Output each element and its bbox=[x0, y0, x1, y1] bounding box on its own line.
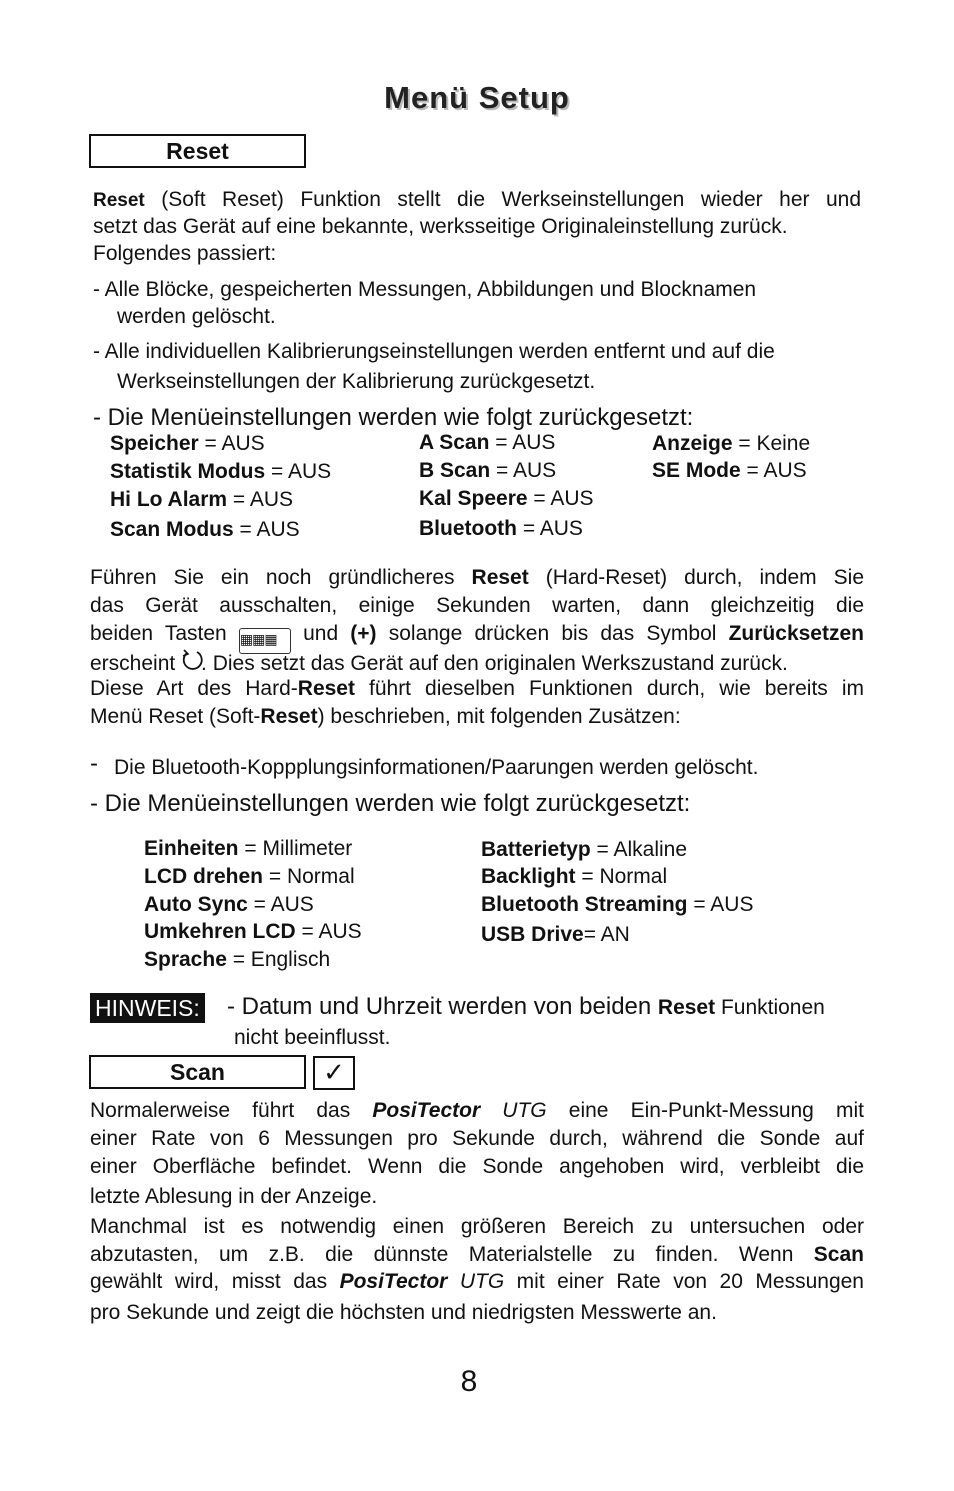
reset-bullet-3: - Die Menüeinstellungen werden wie folgt zurückgesetzt: bbox=[93, 404, 694, 431]
setting-backlight: Backlight = Normal bbox=[481, 865, 668, 888]
setting-hi-lo-alarm: Hi Lo Alarm = AUS bbox=[110, 488, 294, 511]
setting-kal-speere: Kal Speere = AUS bbox=[419, 487, 594, 510]
hard-reset-line-1: Führen Sie ein noch gründlicheres Reset (Hard-Reset) durch, indem Sie bbox=[90, 566, 865, 589]
checkmark-icon: ✓ bbox=[313, 1056, 355, 1090]
setting-einheiten: Einheiten = Millimeter bbox=[144, 837, 353, 860]
note-label: HINWEIS: bbox=[90, 993, 205, 1023]
setting-batterietyp: Batterietyp = Alkaline bbox=[481, 838, 688, 861]
setting-statistik-modus: Statistik Modus = AUS bbox=[110, 460, 332, 483]
hard-reset-line-5: Diese Art des Hard-Reset führt dieselben Funktionen durch, wie bereits im bbox=[90, 677, 864, 700]
setting-lcd-drehen: LCD drehen = Normal bbox=[144, 865, 355, 888]
scan-p2-line-3: gewählt wird, misst das PosiTector UTG mit einer Rate von 20 Messungen bbox=[90, 1270, 864, 1293]
setting-bluetooth: Bluetooth = AUS bbox=[419, 517, 583, 540]
hard-reset-line-2: das Gerät ausschalten, einige Sekunden warten, dann gleichzeitig die bbox=[90, 594, 864, 617]
hard-reset-line-6: Menü Reset (Soft-Reset) beschrieben, mit folgenden Zusätzen: bbox=[90, 705, 681, 728]
setting-sprache: Sprache = Englisch bbox=[144, 948, 331, 971]
setting-speicher: Speicher = AUS bbox=[110, 432, 265, 455]
reset-intro-line-2: setzt das Gerät auf eine bekannte, werksseitige Originaleinstellung zurück. bbox=[93, 215, 788, 238]
reset-bullet-1: - Alle Blöcke, gespeicherten Messungen, Abbildungen und Blocknamen bbox=[93, 278, 757, 301]
menu-button-icon: ▦▦▦ bbox=[239, 628, 291, 654]
hard-bullet-2: - Die Menüeinstellungen werden wie folgt zurückgesetzt: bbox=[90, 790, 691, 817]
reset-intro-line-3: Folgendes passiert: bbox=[93, 242, 277, 265]
setting-usb-drive: USB Drive= AN bbox=[481, 923, 630, 946]
setting-se-mode: SE Mode = AUS bbox=[652, 459, 807, 482]
note-text: - Datum und Uhrzeit werden von beiden Reset Funktionen bbox=[227, 993, 825, 1020]
hard-reset-line-4: erscheint . Dies setzt das Gerät auf den originalen Werkszustand zurück. bbox=[90, 648, 788, 678]
hard-bullet-1: Die Bluetooth-Koppplungsinformationen/Paarungen werden gelöscht. bbox=[114, 756, 759, 779]
reset-heading-box: Reset bbox=[89, 134, 306, 168]
reset-inline-label: Reset bbox=[93, 190, 145, 211]
setting-umkehren-lcd: Umkehren LCD = AUS bbox=[144, 920, 362, 943]
page-title: Menü Setup bbox=[384, 80, 570, 115]
hard-bullet-1-dash: - bbox=[90, 750, 98, 777]
setting-bluetooth-streaming: Bluetooth Streaming = AUS bbox=[481, 893, 754, 916]
setting-b-scan: B Scan = AUS bbox=[419, 459, 557, 482]
reset-intro-line-1: Reset (Soft Reset) Funktion stellt die Werkseinstellungen wieder her und bbox=[93, 188, 861, 211]
scan-heading-box: Scan bbox=[89, 1055, 306, 1089]
setting-a-scan: A Scan = AUS bbox=[419, 431, 556, 454]
reset-symbol-icon bbox=[181, 648, 201, 668]
scan-p1-line-3: einer Oberfläche befindet. Wenn die Sonde angehoben wird, verbleibt die bbox=[90, 1155, 864, 1178]
setting-auto-sync: Auto Sync = AUS bbox=[144, 893, 314, 916]
scan-p1-line-4: letzte Ablesung in der Anzeige. bbox=[90, 1185, 378, 1208]
page-number: 8 bbox=[460, 1365, 478, 1398]
setting-anzeige: Anzeige = Keine bbox=[652, 432, 811, 455]
setting-scan-modus: Scan Modus = AUS bbox=[110, 518, 300, 541]
hard-reset-line-3: beiden Tasten ▦▦▦ und (+) solange drücken bis das Symbol Zurücksetzen bbox=[90, 620, 864, 654]
scan-p2-line-1: Manchmal ist es notwendig einen größeren Bereich zu untersuchen oder bbox=[90, 1215, 864, 1238]
scan-p1-line-2: einer Rate von 6 Messungen pro Sekunde durch, während die Sonde auf bbox=[90, 1127, 864, 1150]
scan-p2-line-4: pro Sekunde und zeigt die höchsten und niedrigsten Messwerte an. bbox=[90, 1301, 717, 1324]
reset-bullet-2-cont: Werkseinstellungen der Kalibrierung zurückgesetzt. bbox=[117, 370, 596, 393]
scan-p1-line-1: Normalerweise führt das PosiTector UTG eine Ein-Punkt-Messung mit bbox=[90, 1099, 865, 1122]
note-text-cont: nicht beeinflusst. bbox=[234, 1026, 391, 1049]
reset-bullet-2: - Alle individuellen Kalibrierungseinstellungen werden entfernt und auf die bbox=[93, 340, 775, 363]
reset-bullet-1-cont: werden gelöscht. bbox=[117, 305, 276, 328]
scan-p2-line-2: abzutasten, um z.B. die dünnste Materialstelle zu finden. Wenn Scan bbox=[90, 1243, 864, 1266]
